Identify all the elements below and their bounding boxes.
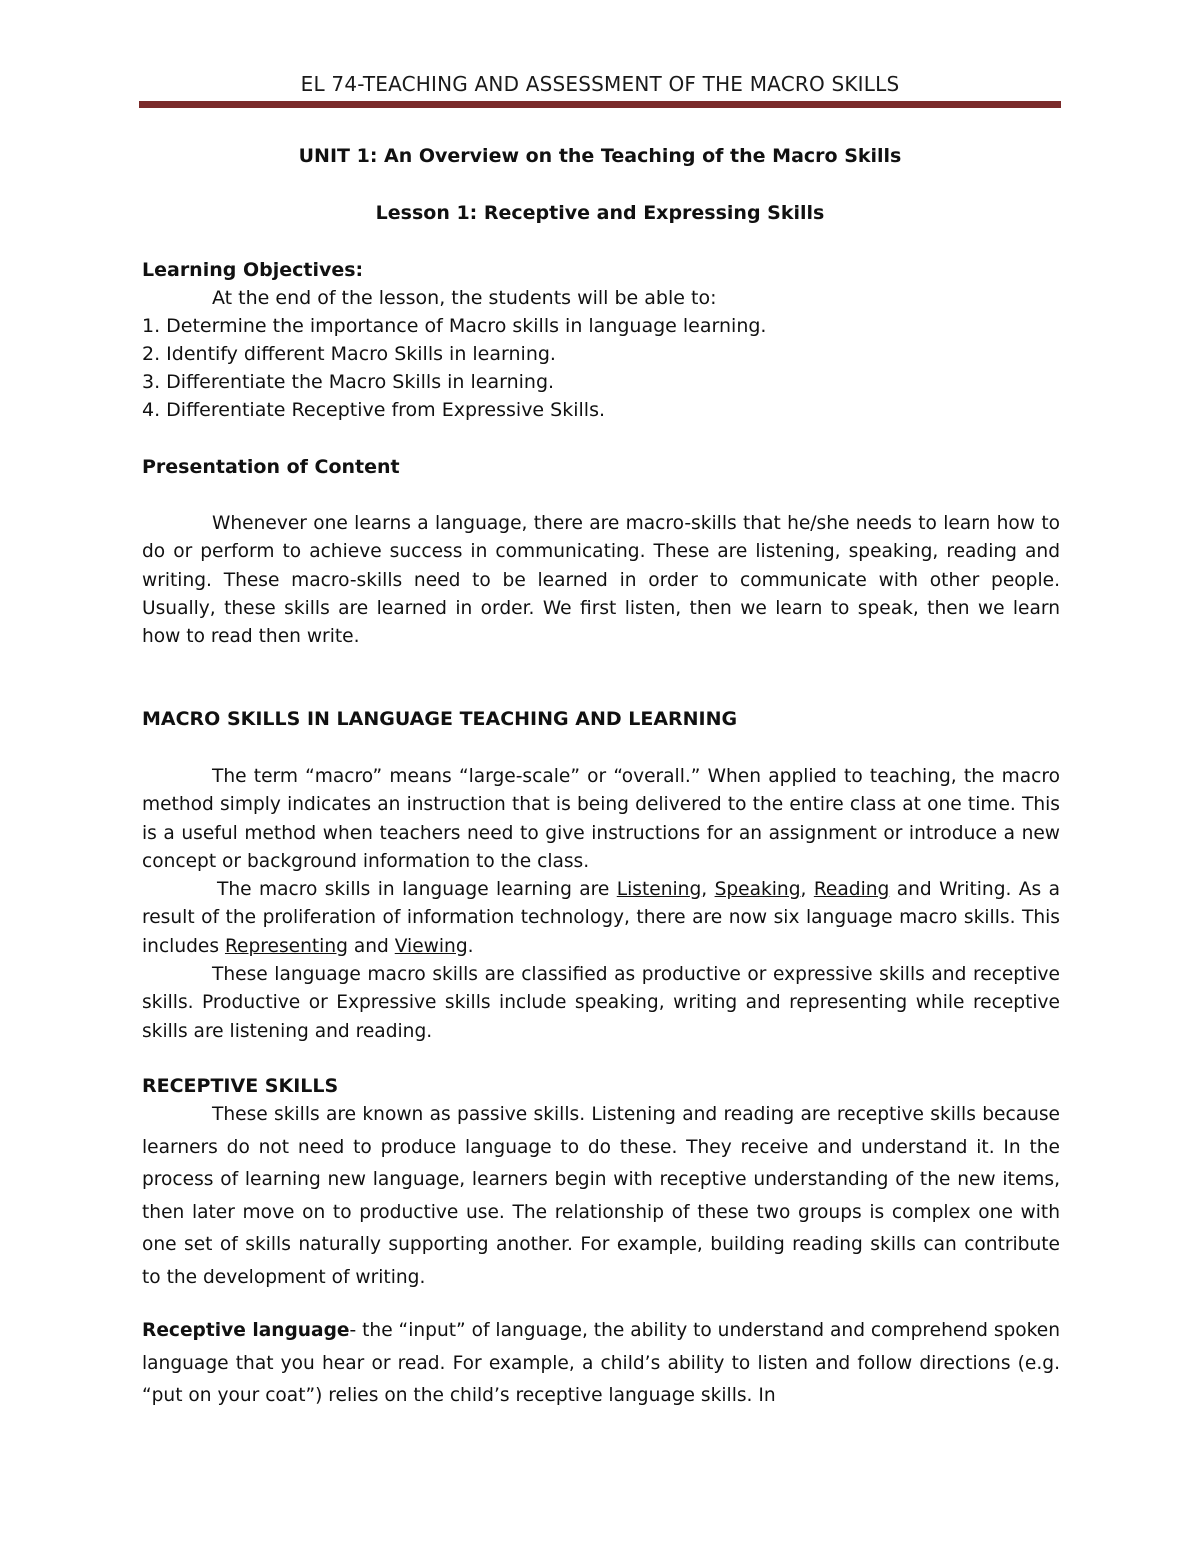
text-span: , (701, 879, 715, 900)
running-header: EL 74-TEACHING AND ASSESSMENT OF THE MACRO SKILLS (300, 72, 900, 96)
reading-term: Reading (813, 879, 890, 900)
receptive-language-definition: - the “input” of language, the ability to understand and comprehend spoken language that you hear or read. For example, a child’s ability to listen and follow directions (e.g. “put on your coat”) relies on the child’s receptive language skills. In (142, 1320, 1061, 1407)
header-divider (139, 101, 1061, 108)
receptive-skills-paragraph: These skills are known as passive skills. Listening and reading are receptive skills because learners do not need to produce language to do these. They receive and understand it. In the process of learning new language, learners begin with receptive understanding of the new items, then later move on to productive use. The relationship of these two groups is complex one with one set of skills naturally supporting another. For example, building reading skills can contribute to the development of writing. (142, 1104, 1060, 1288)
receptive-language-term: Receptive language (142, 1320, 350, 1341)
objective-item: 1. Determine the importance of Macro skills in language learning. (142, 315, 767, 337)
text-span: The macro skills in language learning are (217, 879, 617, 900)
representing-term: Representing (224, 935, 348, 957)
macro-definition-paragraph: The term “macro” means “large-scale” or “overall.” When applied to teaching, the macro method simply indicates an instruction that is being delivered to the entire class at one time. This is a useful method when teachers need to give instructions for an assignment or introduce a new concept or background information to the class. (142, 766, 1060, 872)
speaking-term: Speaking (714, 879, 801, 900)
objective-item: 3. Differentiate the Macro Skills in learning. (142, 371, 555, 393)
presentation-paragraph: Whenever one learns a language, there are macro-skills that he/she needs to learn how to do or perform to achieve success in communicating. These are listening, speaking, reading and writing. These macro-skills need to be learned in order to communicate with other people. Usually, these skills are learned in order. We first listen, then we learn to speak, then we learn how to read then write. (142, 513, 1060, 648)
macro-skills-list-paragraph (142, 876, 1060, 961)
objectives-heading: Learning Objectives: (142, 259, 364, 281)
text-span: and (347, 935, 395, 957)
unit-title: UNIT 1: An Overview on the Teaching of the Macro Skills (298, 145, 902, 167)
macro-skills-heading: MACRO SKILLS IN LANGUAGE TEACHING AND LEARNING (142, 708, 738, 730)
objective-item: 4. Differentiate Receptive from Expressive Skills. (142, 399, 606, 421)
text-span: . (467, 935, 474, 957)
receptive-skills-heading: RECEPTIVE SKILLS (142, 1075, 339, 1097)
objectives-intro: At the end of the lesson, the students will be able to: (212, 287, 717, 309)
text-span: , (800, 879, 814, 900)
lesson-title: Lesson 1: Receptive and Expressing Skills (375, 202, 825, 224)
macro-classification-paragraph: These language macro skills are classified as productive or expressive skills and receptive skills. Productive or Expressive skills include speaking, writing and representing while receptive skills are listening and reading. (142, 964, 1060, 1042)
listening-term: Listening (616, 879, 702, 900)
text-span: and Writing. As a result of the proliferation of information technology, there are now six language macro skills. This includes (142, 879, 1060, 957)
viewing-term: Viewing (394, 935, 468, 957)
presentation-heading: Presentation of Content (142, 456, 400, 478)
objective-item: 2. Identify different Macro Skills in learning. (142, 343, 556, 365)
receptive-language-paragraph (142, 1315, 1060, 1413)
